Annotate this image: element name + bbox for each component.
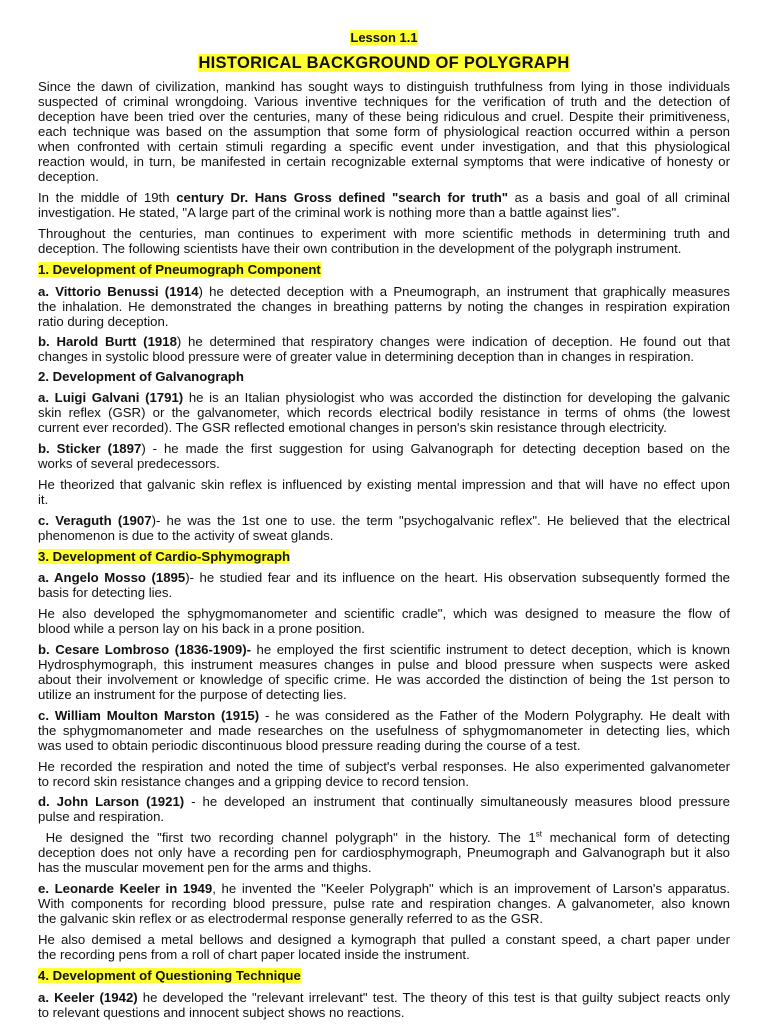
keeler-text: , he invented the "Keeler Polygraph" which is an improvement of Larson's apparatus. [212, 881, 730, 896]
keeler-line: the galvanic skin reflex or as electrodermal response generally referred to as the GSR. [38, 911, 544, 926]
scientist-name: c. Veraguth (1907 [38, 513, 152, 528]
intro-line: reaction would, in turn, be manifested in certain recognizable external symptoms that were indicative of honesty or [38, 154, 730, 169]
theorized-line: He theorized that galvanic skin reflex is influenced by existing mental impression and that will have no effect upon [38, 477, 730, 492]
lombroso-line: about their involvement or knowledge of specific crime. He was accorded the distinction of being the 1st person to [38, 672, 730, 687]
recorded-line: He recorded the respiration and noted the time of subject's verbal responses. He also experimented galvanometer [38, 759, 730, 774]
galvani-line: current ever recorded). The GSR reflected emotional changes in person's skin resistance through electricity. [38, 420, 667, 435]
section-heading-questioning [38, 968, 730, 983]
keeler-line: With components for recording blood pressure, pulse rate and respiration changes. A galvanometer, also known [38, 896, 730, 911]
heading-text: 4. Development of Questioning Technique [38, 968, 301, 983]
marston-line: was used to obtain periodic discontinuous blood pressure reading during the course of a test. [38, 738, 581, 753]
lesson-text: Lesson 1.1 [350, 30, 418, 45]
intro-line: deception have been tried over the centuries, many of these being ridiculous and cruel. Despite their primitiveness, [38, 109, 730, 124]
designed-pre: He designed the "first two recording channel polygraph" in the history. The 1 [38, 830, 536, 845]
veraguth-text: )- he was the 1st one to use. the term "psychogalvanic reflex". He believed that the electrical [151, 513, 730, 528]
gross-post: as a basis and goal of all criminal [508, 190, 730, 205]
recorded-line: to record skin resistance changes and a gripping device to record tension. [38, 774, 470, 789]
scientist-name: a. Angelo Mosso (1895 [38, 570, 186, 585]
scientist-name: a. Keeler (1942) [38, 990, 138, 1005]
scientist-name: c. William Moulton Marston (1915) [38, 708, 260, 723]
marston-text: - he was considered as the Father of the Modern Polygraphy. He dealt with [259, 708, 730, 723]
scientist-name: d. John Larson (1921) [38, 794, 185, 809]
intro-line: Since the dawn of civilization, mankind has sought ways to distinguish truthfulness from lying in those individuals [38, 79, 730, 94]
gross-line [38, 190, 730, 205]
gross-pre: In the middle of 19th [38, 190, 177, 205]
demised-line: the recording pens from a roll of chart paper located inside the instrument. [38, 947, 470, 962]
designed-line [38, 830, 730, 845]
burtt-text: ) he determined that respiratory changes were indication of deception. He found out that [176, 334, 730, 349]
gross-bold: century Dr. Hans Gross defined "search for truth" [176, 190, 509, 205]
mosso-line [38, 570, 730, 585]
lombroso-text: he employed the first scientific instrument to detect deception, which is known [251, 642, 730, 657]
designed-post: mechanical form of detecting [541, 830, 730, 845]
sticker-line [38, 441, 730, 456]
larson-line: pulse and respiration. [38, 809, 165, 824]
scientist-name: b. Harold Burtt (1918 [38, 334, 177, 349]
section-heading-galvanograph: 2. Development of Galvanograph [38, 369, 244, 384]
keeler2-text: he developed the "relevant irrelevant" test. The theory of this test is that guilty subject reacts only [137, 990, 730, 1005]
heading-text: 3. Development of Cardio-Sphymograph [38, 549, 291, 564]
section-heading-pneumograph [38, 262, 730, 277]
mosso-line: He also developed the sphygmomanometer and scientific cradle", which was designed to measure the flow of [38, 606, 730, 621]
benussi-line: the inhalation. He demonstrated the changes in breathing patterns by noting the changes in respiration expiration [38, 299, 730, 314]
gross-line: investigation. He stated, "A large part of the criminal work is nothing more than a battle against lies". [38, 205, 620, 220]
galvani-text: he is an Italian physiologist who was accorded the distinction for developing the galvanic [183, 390, 730, 405]
demised-line: He also demised a metal bellows and designed a kymograph that pulled a constant speed, a chart paper under [38, 932, 730, 947]
veraguth-line: phenomenon is due to the activity of sweat glands. [38, 528, 334, 543]
mosso-line: blood while a person lay on his back in a prone position. [38, 621, 365, 636]
intro-line: each technique was based on the assumption that some form of physiological reaction occurred within a person [38, 124, 730, 139]
larson-text: - he developed an instrument that continually simultaneously measures blood pressure [184, 794, 730, 809]
heading-text: 1. Development of Pneumograph Component [38, 262, 321, 277]
section-heading-cardio [38, 549, 730, 564]
benussi-line: ratio during deception. [38, 314, 169, 329]
benussi-line [38, 284, 730, 299]
scientist-name: e. Leonarde Keeler in 1949 [38, 881, 213, 896]
lombroso-line: Hydrosphymograph, this instrument measures changes in pulse and blood pressure when suspects were asked [38, 657, 730, 672]
marston-line: the sphygmomanometer and made researches on the usefulness of sphygmomanometer in detecting lies, which [38, 723, 730, 738]
keeler-line [38, 881, 730, 896]
sticker-text: ) - he made the first suggestion for using Galvanograph for detecting deception based on the [141, 441, 730, 456]
superscript: st [535, 830, 542, 839]
larson-line [38, 794, 730, 809]
keeler2-line: to relevant questions and innocent subject shows no reactions. [38, 1005, 405, 1020]
mosso-line: basis for detecting lies. [38, 585, 173, 600]
intro-line: suspected of criminal wrongdoing. Various inventive techniques for the verification of truth and the detection of [38, 94, 730, 109]
scientist-name: a. Vittorio Benussi (1914 [38, 284, 199, 299]
scientist-name: a. Luigi Galvani (1791) [38, 390, 184, 405]
galvani-line [38, 390, 730, 405]
scientist-name: b. Cesare Lombroso (1836-1909)- [38, 642, 251, 657]
sticker-line: works of several predecessors. [38, 456, 220, 471]
title-text: HISTORICAL BACKGROUND OF POLYGRAPH [198, 54, 570, 72]
theorized-line: it. [38, 492, 49, 507]
keeler2-line [38, 990, 730, 1005]
veraguth-line [38, 513, 730, 528]
designed-line: deception does not only have a recording pen for cardiosphymograph, Pneumograph and Galvanograph but it also [38, 845, 730, 860]
scientist-name: b. Sticker (1897 [38, 441, 142, 456]
burtt-line [38, 334, 730, 349]
document-title [0, 53, 768, 73]
intro-line: when confronted with certain stimuli regarding a specific event under investigation, and that this physiological [38, 139, 730, 154]
intro-line: deception. [38, 169, 99, 184]
throughout-line: Throughout the centuries, man continues to experiment with more scientific methods in determining truth and [38, 226, 730, 241]
lombroso-line: utilize an instrument for the purpose of detecting lies. [38, 687, 347, 702]
mosso-text: )- he studied fear and its influence on the heart. His observation subsequently formed the [185, 570, 730, 585]
throughout-line: deception. The following scientists have their own contribution in the development of the polygraph instrument. [38, 241, 682, 256]
benussi-text: ) he detected deception with a Pneumograph, an instrument that graphically measures [198, 284, 730, 299]
designed-line: has the muscular movement pen for the arms and thighs. [38, 860, 372, 875]
burtt-line: changes in systolic blood pressure were of greater value in determining deception than in changes in respiration. [38, 349, 695, 364]
lombroso-line [38, 642, 730, 657]
lesson-label [0, 30, 768, 46]
marston-line [38, 708, 730, 723]
galvani-line: skin reflex (GSR) or the galvanometer, which records electrical bodily resistance in terms of ohms (the lowest [38, 405, 730, 420]
